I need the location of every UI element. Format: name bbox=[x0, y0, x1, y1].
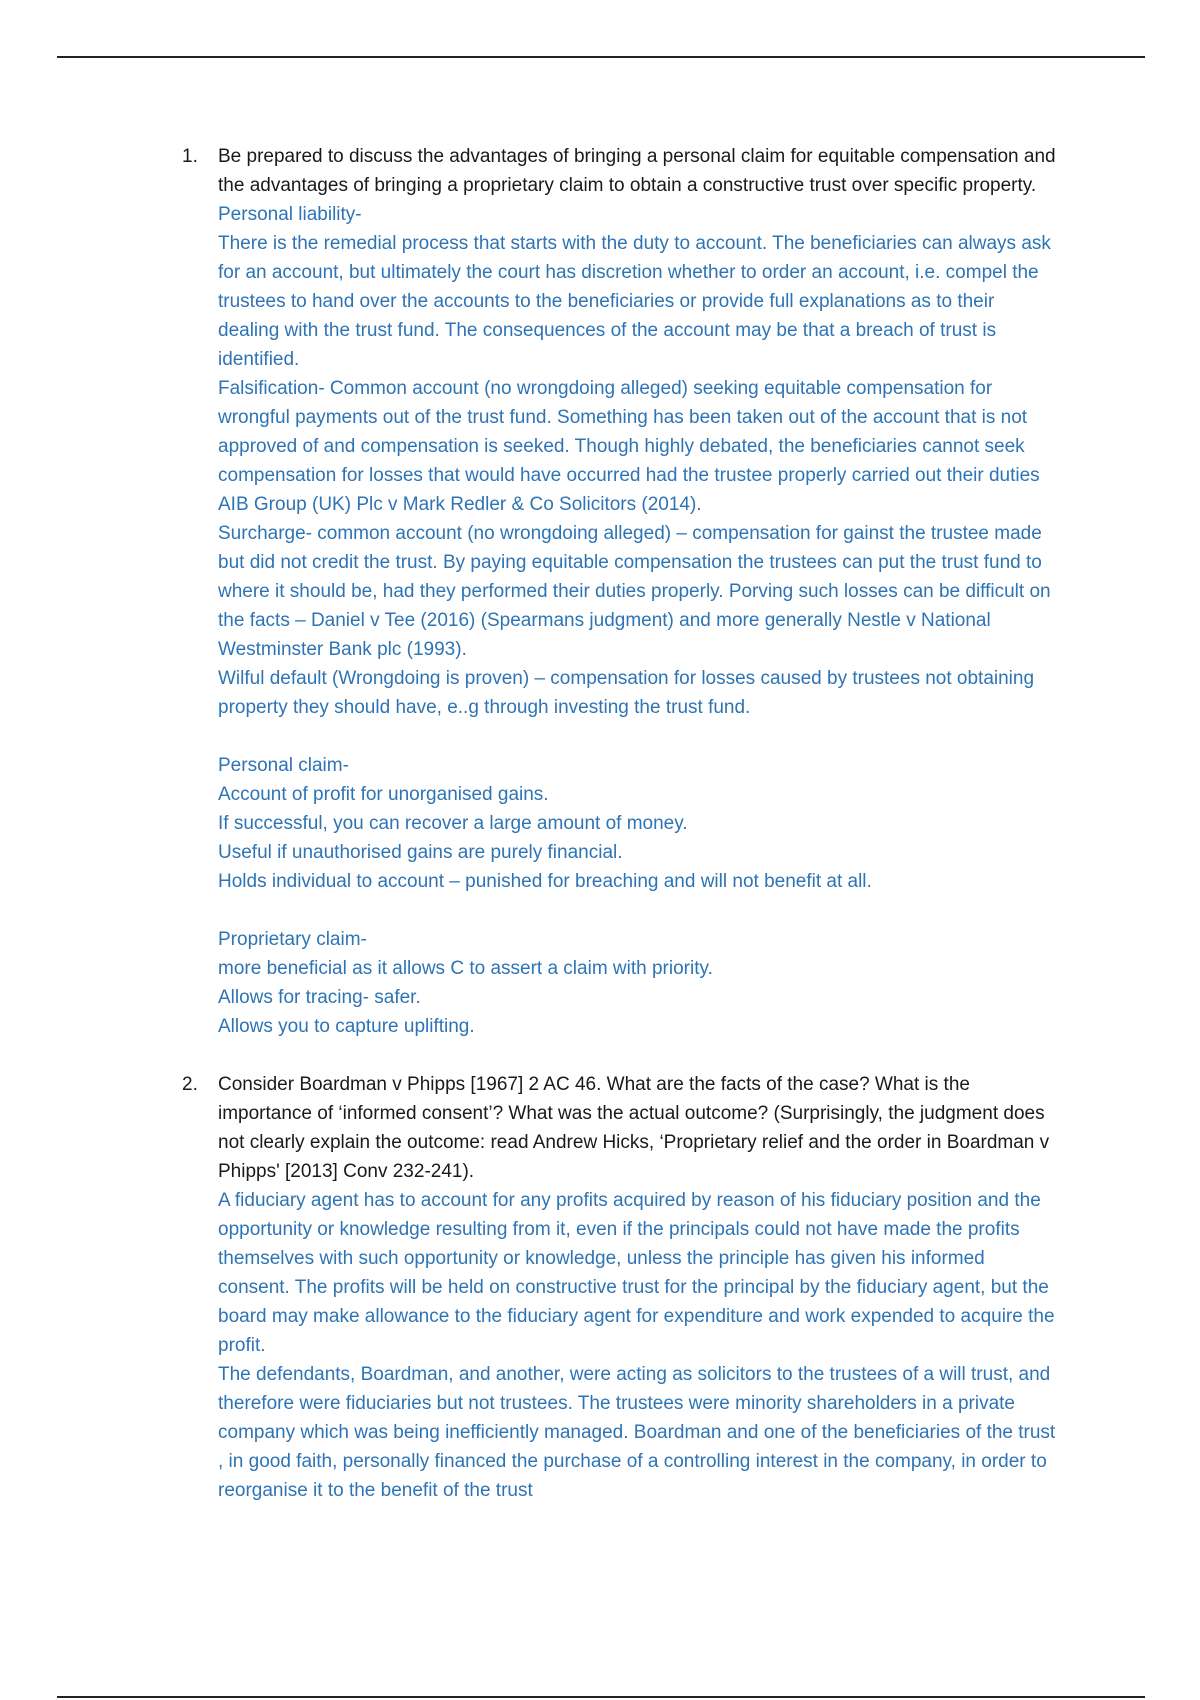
answer-line: Holds individual to account – punished for breaching and will not benefit at all. bbox=[218, 871, 872, 892]
item-number: 1. bbox=[182, 146, 198, 167]
answer-heading: Proprietary claim- bbox=[218, 929, 367, 950]
answer-line: Account of profit for unorganised gains. bbox=[218, 784, 549, 805]
answer-line: more beneficial as it allows C to assert a claim with priority. bbox=[218, 958, 713, 979]
list-item-1 bbox=[0, 142, 1058, 1041]
question-text: Consider Boardman v Phipps [1967] 2 AC 46. What are the facts of the case? What is the importance of ‘informed consent’? What was the actual outcome? (Surprisingly, the judgment does not clearly explain the outcome: read Andrew Hicks, ‘Proprietary relief and the order in Boardman v Phipps' [2013] Conv 232-241). bbox=[218, 1074, 1050, 1182]
footer-rule bbox=[57, 1696, 1145, 1698]
answer-heading: Personal claim- bbox=[218, 755, 349, 776]
answer-line: If successful, you can recover a large amount of money. bbox=[218, 813, 688, 834]
answer-paragraph: There is the remedial process that starts with the duty to account. The beneficiaries can always ask for an account, but ultimately the court has discretion whether to order an account, i.e. compel the trustees to hand over the accounts to the beneficiaries or provide full explanations as to their dealing with the trust fund. The consequences of the account may be that a breach of trust is identified. bbox=[218, 233, 1051, 370]
item-number: 2. bbox=[182, 1074, 198, 1095]
answer-heading: Personal liability- bbox=[218, 204, 362, 225]
list-item-2 bbox=[0, 1070, 1058, 1505]
answer-paragraph: The defendants, Boardman, and another, were acting as solicitors to the trustees of a will trust, and therefore were fiduciaries but not trustees. The trustees were minority shareholders in a private company which was being inefficiently managed. Boardman and one of the beneficiaries of the trust , in good faith, personally financed the purchase of a controlling interest in the company, in order to reorganise it to the benefit of the trust bbox=[218, 1364, 1056, 1501]
answer-paragraph: Wilful default (Wrongdoing is proven) – compensation for losses caused by trustees not obtaining property they should have, e..g through investing the trust fund. bbox=[218, 668, 1035, 718]
answer-line: Allows you to capture uplifting. bbox=[218, 1016, 475, 1037]
blank-line bbox=[218, 722, 1058, 751]
answer-paragraph: Falsification- Common account (no wrongdoing alleged) seeking equitable compensation for wrongful payments out of the trust fund. Something has been taken out of the account that is not approved of and compensation is seeked. Though highly debated, the beneficiaries cannot seek compensation for losses that would have occurred had the trustee properly carried out their duties AIB Group (UK) Plc v Mark Redler & Co Solicitors (2014). bbox=[218, 378, 1040, 515]
answer-paragraph: Surcharge- common account (no wrongdoing alleged) – compensation for gainst the trustee made but did not credit the trust. By paying equitable compensation the trustees can put the trust fund to where it should be, had they performed their duties properly. Porving such losses can be difficult on the facts – Daniel v Tee (2016) (Spearmans judgment) and more generally Nestle v National Westminster Bank plc (1993). bbox=[218, 523, 1051, 660]
answer-line: Allows for tracing- safer. bbox=[218, 987, 421, 1008]
header-rule bbox=[57, 56, 1145, 58]
answer-line: Useful if unauthorised gains are purely financial. bbox=[218, 842, 623, 863]
answer-paragraph: A fiduciary agent has to account for any profits acquired by reason of his fiduciary position and the opportunity or knowledge resulting from it, even if the principals could not have made the profits themselves with such opportunity or knowledge, unless the principle has given his informed consent. The profits will be held on constructive trust for the principal by the fiduciary agent, but the board may make allowance to the fiduciary agent for expenditure and work expended to acquire the profit. bbox=[218, 1190, 1055, 1356]
blank-line bbox=[218, 896, 1058, 925]
question-text: Be prepared to discuss the advantages of bringing a personal claim for equitable compensation and the advantages of bringing a proprietary claim to obtain a constructive trust over specific property. bbox=[218, 146, 1056, 196]
document-body bbox=[0, 142, 1200, 1505]
